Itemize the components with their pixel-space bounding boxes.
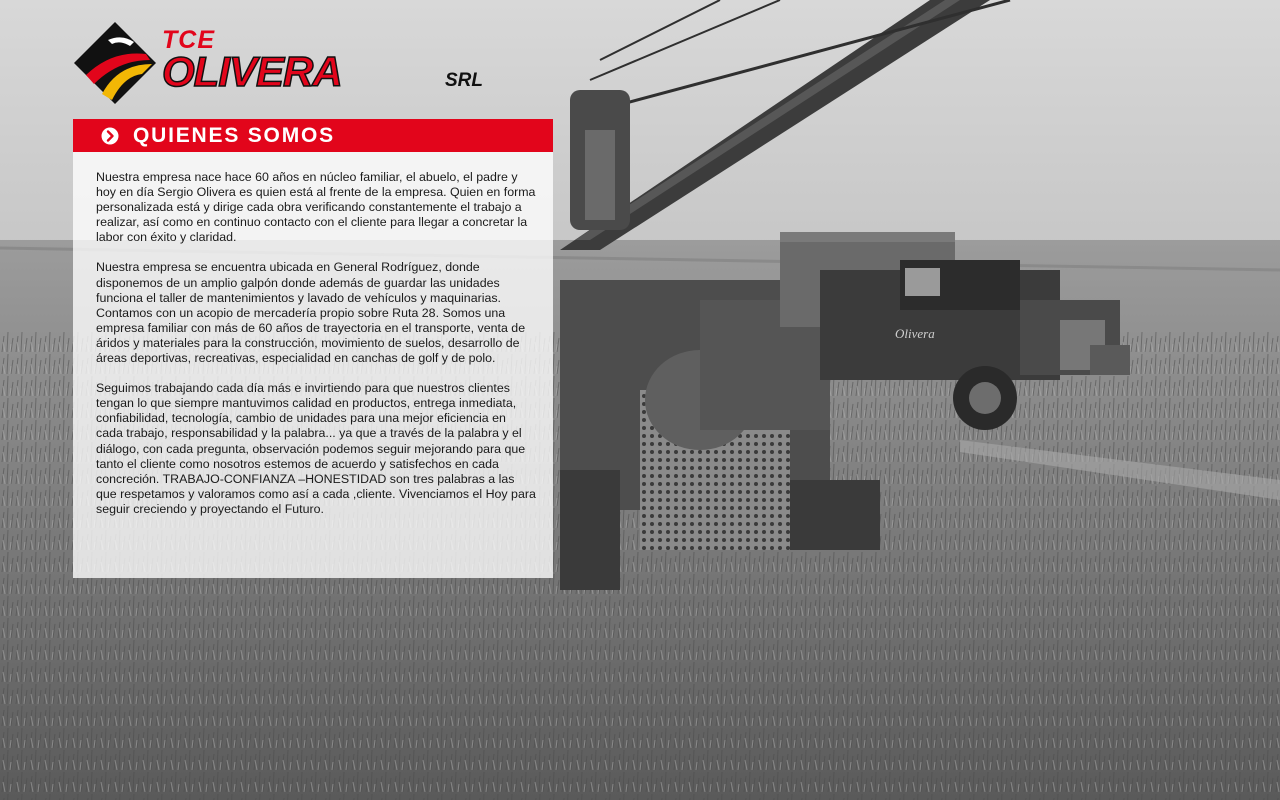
about-paragraph-1: Nuestra empresa nace hace 60 años en núcleo familiar, el abuelo, el padre y hoy en día Sergio Olivera es quien está al frente de la empresa. Quien en forma personalizada está y dirige cada obra verificando constantemente el trabajo a realizar, así como en continuo contacto con el cliente para llegar a concretar la labor con éxito y claridad.	[96, 170, 536, 245]
truck-lettering: Olivera	[895, 326, 935, 341]
about-paragraph-3: Seguimos trabajando cada día más e invirtiendo para que nuestros clientes tengan lo que siempre mantuvimos calidad en productos, entrega inmediata, confiabilidad, tecnología, cambio de unidades para una mejor eficiencia en cada trabajo, responsabilidad y la palabra... ya que a través de la palabra y el diálogo, con cada pregunta, observación podemos seguir mejorando para que tanto el cliente como nosotros estemos de acuerdo y satisfechos en cada concreción. TRABAJO-CONFIANZA –HONESTIDAD son tres palabras a las que respetamos y valoramos como así a cada ,cliente. Vivenciamos el Hoy para seguir creciendo y proyectando el Futuro.	[96, 381, 536, 516]
svg-text:OLIVERA: OLIVERA	[162, 48, 342, 95]
about-paragraph-2: Nuestra empresa se encuentra ubicada en General Rodríguez, donde disponemos de un amplio galpón donde además de guardar las unidades funciona el taller de mantenimientos y lavado de vehículos y maquinarias. Contamos con un acopio de mercadería propio sobre Ruta 28. Somos una empresa familiar con más de 60 años de trayectoria en el transporte, venta de áridos y materiales para la construcción, movimiento de suelos, desarrollo de áreas deportivas, recreativas, especialidad en canchas de golf y de polo.	[96, 260, 526, 366]
chevron-right-circle-icon	[101, 127, 119, 145]
road-diamond-icon	[74, 22, 156, 104]
content-panel	[73, 152, 553, 578]
about-text	[96, 170, 536, 532]
section-title: QUIENES SOMOS	[133, 123, 335, 147]
svg-text:TCE: TCE	[162, 26, 215, 54]
svg-text:SRL: SRL	[445, 70, 483, 91]
section-header-bar	[73, 119, 553, 152]
company-logo[interactable]	[72, 20, 502, 106]
